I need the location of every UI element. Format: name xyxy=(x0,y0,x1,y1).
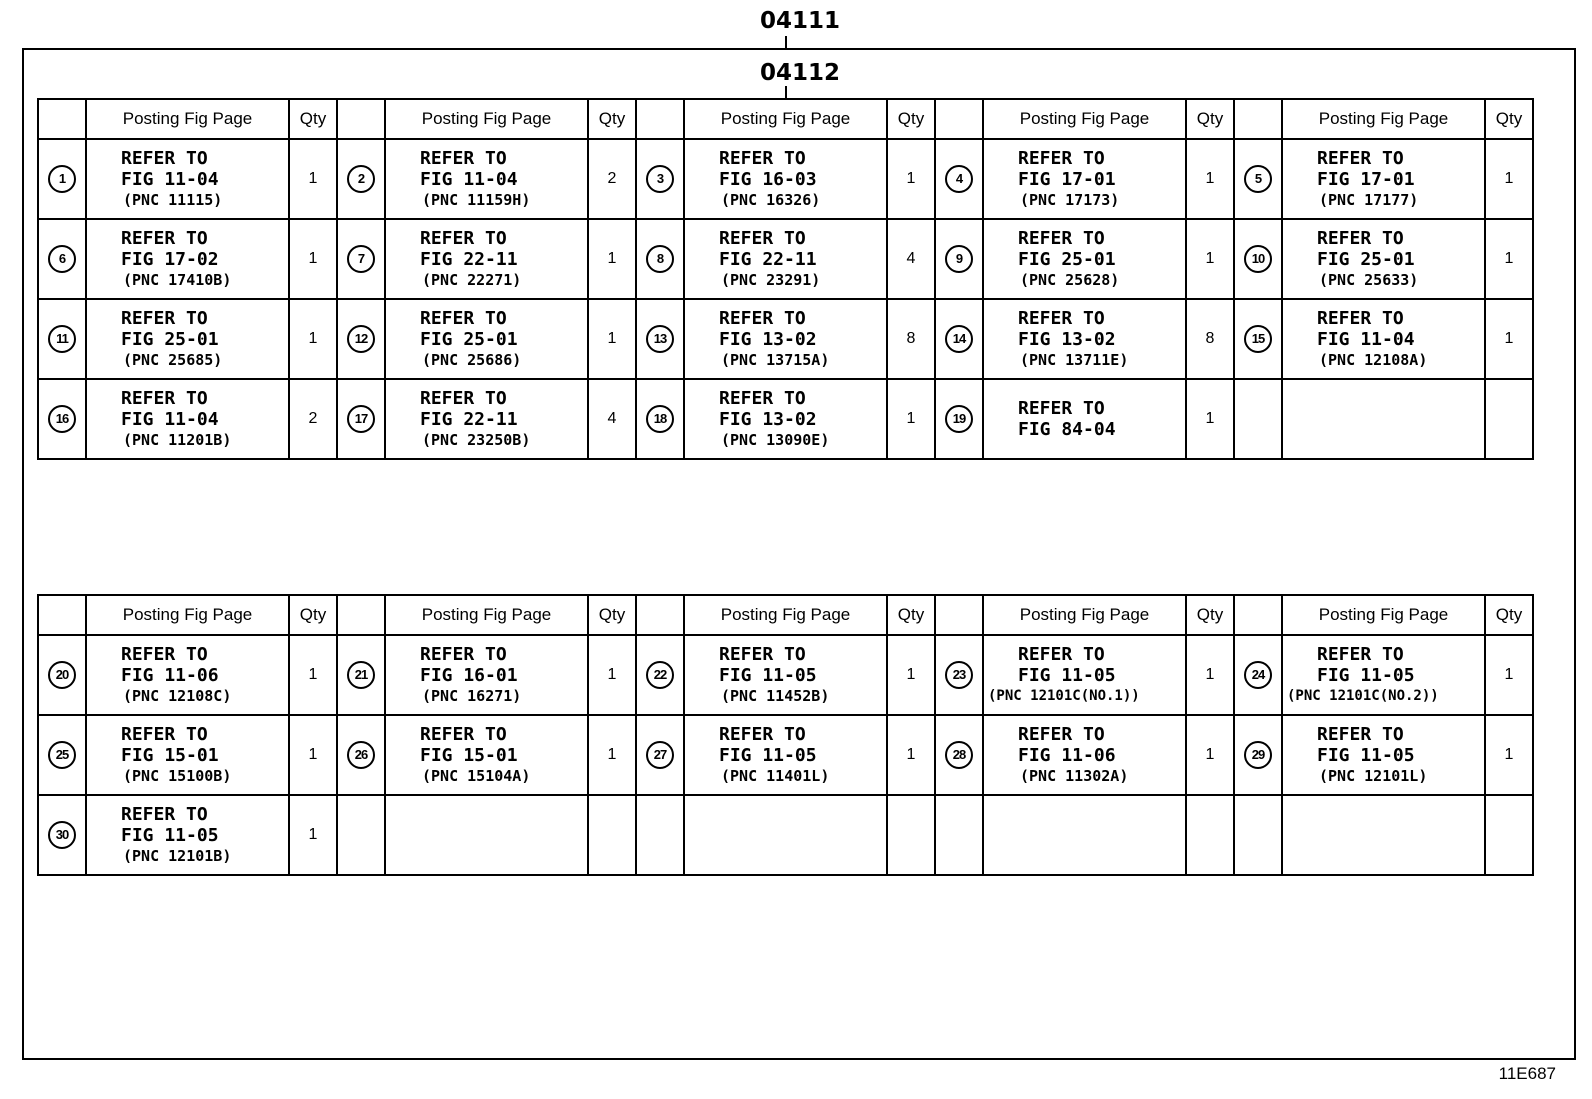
callout-number-circle: 6 xyxy=(48,245,76,273)
quantity-cell: 1 xyxy=(1485,715,1533,795)
figure-ref-text: FIG 22-11 xyxy=(719,248,817,270)
pnc-text: (PNC 13711E) xyxy=(1020,350,1129,369)
callout-number-circle: 7 xyxy=(347,245,375,273)
refer-to-text: REFER TO xyxy=(719,147,806,169)
quantity-cell: 1 xyxy=(1485,635,1533,715)
quantity-cell: 1 xyxy=(289,635,337,715)
refer-to-text: REFER TO xyxy=(420,723,507,745)
reference-cell xyxy=(385,635,588,715)
callout-number-cell xyxy=(1234,299,1282,379)
figure-ref-text: FIG 22-11 xyxy=(420,248,518,270)
reference-cell xyxy=(86,379,289,459)
pnc-text: (PNC 16271) xyxy=(422,686,522,705)
reference-cell xyxy=(983,795,1186,875)
callout-number-cell xyxy=(38,635,86,715)
callout-number-circle: 21 xyxy=(347,661,375,689)
refer-to-text: REFER TO xyxy=(121,723,208,745)
callout-number-circle: 3 xyxy=(646,165,674,193)
figure-ref-text: FIG 25-01 xyxy=(420,328,518,350)
quantity-cell: 1 xyxy=(1186,219,1234,299)
quantity-cell: 1 xyxy=(588,715,636,795)
quantity-cell: 1 xyxy=(1186,715,1234,795)
header-posting-fig-page: Posting Fig Page xyxy=(385,99,588,139)
quantity-cell: 1 xyxy=(289,795,337,875)
reference-cell xyxy=(983,219,1186,299)
quantity-cell: 8 xyxy=(1186,299,1234,379)
reference-cell xyxy=(86,715,289,795)
refer-to-text: REFER TO xyxy=(1018,227,1105,249)
figure-ref-text: FIG 13-02 xyxy=(1018,328,1116,350)
refer-to-text: REFER TO xyxy=(1018,147,1105,169)
callout-number-circle: 8 xyxy=(646,245,674,273)
reference-cell xyxy=(684,299,887,379)
callout-number-cell xyxy=(38,795,86,875)
callout-number-cell xyxy=(38,379,86,459)
reference-cell xyxy=(86,219,289,299)
reference-cell xyxy=(1282,139,1485,219)
pnc-text: (PNC 12101C(NO.2)) xyxy=(1287,687,1439,704)
reference-cell xyxy=(385,715,588,795)
pnc-text: (PNC 11159H) xyxy=(422,190,531,209)
header-number-cell xyxy=(636,99,684,139)
refer-to-text: REFER TO xyxy=(420,387,507,409)
callout-number-circle: 30 xyxy=(48,821,76,849)
callout-number-circle: 24 xyxy=(1244,661,1272,689)
callout-number-circle: 28 xyxy=(945,741,973,769)
callout-number-circle: 23 xyxy=(945,661,973,689)
callout-number-circle: 9 xyxy=(945,245,973,273)
figure-ref-text: FIG 25-01 xyxy=(1018,248,1116,270)
callout-number-circle: 26 xyxy=(347,741,375,769)
pnc-text: (PNC 25628) xyxy=(1020,270,1120,289)
reference-cell xyxy=(983,139,1186,219)
quantity-cell: 1 xyxy=(289,219,337,299)
quantity-cell xyxy=(588,795,636,875)
header-qty: Qty xyxy=(1186,99,1234,139)
callout-number-cell xyxy=(337,795,385,875)
table-header-row xyxy=(38,99,1533,139)
table-row xyxy=(38,299,1533,379)
refer-to-text: REFER TO xyxy=(719,387,806,409)
figure-ref-text: FIG 11-05 xyxy=(121,824,219,846)
callout-number-cell xyxy=(636,379,684,459)
callout-number-circle: 25 xyxy=(48,741,76,769)
callout-number-circle: 5 xyxy=(1244,165,1272,193)
callout-number-cell xyxy=(935,299,983,379)
quantity-cell xyxy=(1485,795,1533,875)
header-qty: Qty xyxy=(588,595,636,635)
figure-ref-text: FIG 22-11 xyxy=(420,408,518,430)
figure-ref-text: FIG 25-01 xyxy=(121,328,219,350)
pnc-text: (PNC 13090E) xyxy=(721,430,830,449)
figure-ref-text: FIG 11-05 xyxy=(1018,664,1116,686)
reference-cell xyxy=(684,139,887,219)
callout-number-circle: 29 xyxy=(1244,741,1272,769)
figure-ref-text: FIG 17-01 xyxy=(1018,168,1116,190)
header-number-cell xyxy=(1234,99,1282,139)
figure-ref-text: FIG 17-02 xyxy=(121,248,219,270)
figure-ref-text: FIG 16-01 xyxy=(420,664,518,686)
header-posting-fig-page: Posting Fig Page xyxy=(983,99,1186,139)
quantity-cell: 1 xyxy=(289,299,337,379)
callout-number-cell xyxy=(1234,379,1282,459)
reference-cell xyxy=(983,635,1186,715)
table-row xyxy=(38,379,1533,459)
refer-to-text: REFER TO xyxy=(121,643,208,665)
pnc-text: (PNC 12108A) xyxy=(1319,350,1428,369)
reference-cell xyxy=(684,219,887,299)
reference-cell xyxy=(86,795,289,875)
quantity-cell: 1 xyxy=(887,635,935,715)
refer-to-text: REFER TO xyxy=(121,147,208,169)
quantity-cell: 1 xyxy=(588,299,636,379)
quantity-cell: 1 xyxy=(289,715,337,795)
quantity-cell: 4 xyxy=(588,379,636,459)
pnc-text: (PNC 11401L) xyxy=(721,766,830,785)
header-posting-fig-page: Posting Fig Page xyxy=(385,595,588,635)
callout-number-cell xyxy=(38,715,86,795)
header-number-cell xyxy=(337,99,385,139)
reference-cell xyxy=(385,299,588,379)
quantity-cell: 8 xyxy=(887,299,935,379)
pnc-text: (PNC 11115) xyxy=(123,190,223,209)
quantity-cell: 1 xyxy=(289,139,337,219)
reference-cell xyxy=(983,299,1186,379)
header-qty: Qty xyxy=(289,99,337,139)
figure-ref-text: FIG 17-01 xyxy=(1317,168,1415,190)
quantity-cell: 1 xyxy=(1485,299,1533,379)
callout-number-circle: 11 xyxy=(48,325,76,353)
refer-to-text: REFER TO xyxy=(420,227,507,249)
refer-to-text: REFER TO xyxy=(121,803,208,825)
callout-number-circle: 16 xyxy=(48,405,76,433)
callout-number-cell xyxy=(636,715,684,795)
callout-number-cell xyxy=(935,715,983,795)
figure-ref-text: FIG 84-04 xyxy=(1018,419,1116,440)
pnc-text: (PNC 11201B) xyxy=(123,430,232,449)
quantity-cell: 1 xyxy=(1485,219,1533,299)
header-posting-fig-page: Posting Fig Page xyxy=(684,595,887,635)
reference-cell xyxy=(385,795,588,875)
callout-number-cell xyxy=(337,635,385,715)
reference-cell xyxy=(983,715,1186,795)
refer-to-text: REFER TO xyxy=(719,723,806,745)
refer-to-text: REFER TO xyxy=(420,147,507,169)
reference-cell xyxy=(86,635,289,715)
reference-cell xyxy=(1282,299,1485,379)
refer-to-text: REFER TO xyxy=(1018,307,1105,329)
callout-number-cell xyxy=(636,219,684,299)
callout-number-circle: 27 xyxy=(646,741,674,769)
refer-to-text: REFER TO xyxy=(420,307,507,329)
pnc-text: (PNC 17177) xyxy=(1319,190,1419,209)
quantity-cell: 2 xyxy=(588,139,636,219)
callout-number-cell xyxy=(1234,635,1282,715)
figure-ref-text: FIG 25-01 xyxy=(1317,248,1415,270)
parts-reference-table-upper xyxy=(37,98,1534,460)
callout-number-cell xyxy=(337,379,385,459)
callout-number-circle: 19 xyxy=(945,405,973,433)
pnc-text: (PNC 12101C(NO.1)) xyxy=(988,687,1140,704)
quantity-cell: 1 xyxy=(1186,379,1234,459)
pnc-text: (PNC 22271) xyxy=(422,270,522,289)
reference-cell xyxy=(983,379,1186,459)
quantity-cell: 1 xyxy=(1485,139,1533,219)
callout-number-cell xyxy=(636,635,684,715)
reference-cell xyxy=(1282,379,1485,459)
callout-number-circle: 12 xyxy=(347,325,375,353)
refer-to-text: REFER TO xyxy=(1018,723,1105,745)
pnc-text: (PNC 11452B) xyxy=(721,686,830,705)
quantity-cell: 1 xyxy=(887,379,935,459)
header-posting-fig-page: Posting Fig Page xyxy=(684,99,887,139)
reference-cell xyxy=(1282,635,1485,715)
reference-cell xyxy=(86,299,289,379)
callout-number-circle: 4 xyxy=(945,165,973,193)
callout-number-cell xyxy=(935,379,983,459)
callout-number-cell xyxy=(935,219,983,299)
callout-number-cell xyxy=(935,635,983,715)
callout-number-cell xyxy=(1234,715,1282,795)
callout-number-cell xyxy=(636,139,684,219)
header-qty: Qty xyxy=(887,595,935,635)
refer-to-text: REFER TO xyxy=(1317,643,1404,665)
pnc-text: (PNC 15100B) xyxy=(123,766,232,785)
figure-ref-text: FIG 13-02 xyxy=(719,408,817,430)
figure-ref-text: FIG 11-05 xyxy=(719,664,817,686)
figure-ref-text: FIG 16-03 xyxy=(719,168,817,190)
table-row xyxy=(38,715,1533,795)
header-posting-fig-page: Posting Fig Page xyxy=(1282,595,1485,635)
assembly-code: 04111 xyxy=(760,8,841,34)
header-qty: Qty xyxy=(289,595,337,635)
reference-cell xyxy=(684,379,887,459)
header-number-cell xyxy=(1234,595,1282,635)
refer-to-text: REFER TO xyxy=(121,227,208,249)
reference-cell xyxy=(684,715,887,795)
callout-number-circle: 13 xyxy=(646,325,674,353)
callout-number-cell xyxy=(636,795,684,875)
header-number-cell xyxy=(38,595,86,635)
refer-to-text: REFER TO xyxy=(121,387,208,409)
header-posting-fig-page: Posting Fig Page xyxy=(1282,99,1485,139)
figure-ref-text: FIG 11-04 xyxy=(121,408,219,430)
refer-to-text: REFER TO xyxy=(1317,307,1404,329)
callout-number-cell xyxy=(337,139,385,219)
header-number-cell xyxy=(636,595,684,635)
quantity-cell: 2 xyxy=(289,379,337,459)
header-qty: Qty xyxy=(588,99,636,139)
callout-number-circle: 1 xyxy=(48,165,76,193)
pnc-text: (PNC 13715A) xyxy=(721,350,830,369)
refer-to-text: REFER TO xyxy=(420,643,507,665)
parts-reference-table-lower xyxy=(37,594,1534,876)
assembly-connector-line xyxy=(785,36,787,48)
reference-cell xyxy=(385,219,588,299)
reference-cell xyxy=(1282,219,1485,299)
figure-ref-text: FIG 11-05 xyxy=(1317,744,1415,766)
figure-ref-text: FIG 11-05 xyxy=(1317,664,1415,686)
header-qty: Qty xyxy=(887,99,935,139)
header-number-cell xyxy=(38,99,86,139)
figure-ref-text: FIG 11-06 xyxy=(121,664,219,686)
pnc-text: (PNC 25685) xyxy=(123,350,223,369)
reference-cell xyxy=(1282,715,1485,795)
pnc-text: (PNC 17410B) xyxy=(123,270,232,289)
refer-to-text: REFER TO xyxy=(1317,723,1404,745)
figure-ref-text: FIG 11-04 xyxy=(1317,328,1415,350)
callout-number-circle: 10 xyxy=(1244,245,1272,273)
callout-number-circle: 17 xyxy=(347,405,375,433)
pnc-text: (PNC 12101L) xyxy=(1319,766,1428,785)
refer-to-text: REFER TO xyxy=(1317,147,1404,169)
drawing-code: 11E687 xyxy=(1498,1064,1556,1083)
figure-ref-text: FIG 15-01 xyxy=(121,744,219,766)
header-number-cell xyxy=(935,595,983,635)
header-qty: Qty xyxy=(1485,595,1533,635)
quantity-cell: 4 xyxy=(887,219,935,299)
quantity-cell: 1 xyxy=(887,715,935,795)
refer-to-text: REFER TO xyxy=(1018,398,1105,419)
reference-cell xyxy=(684,635,887,715)
pnc-text: (PNC 25686) xyxy=(422,350,522,369)
refer-to-text: REFER TO xyxy=(121,307,208,329)
callout-number-cell xyxy=(1234,219,1282,299)
callout-number-circle: 14 xyxy=(945,325,973,353)
reference-cell xyxy=(385,139,588,219)
quantity-cell: 1 xyxy=(588,635,636,715)
refer-to-text: REFER TO xyxy=(1317,227,1404,249)
pnc-text: (PNC 16326) xyxy=(721,190,821,209)
reference-cell xyxy=(86,139,289,219)
table-row xyxy=(38,795,1533,875)
figure-ref-text: FIG 13-02 xyxy=(719,328,817,350)
quantity-cell xyxy=(887,795,935,875)
header-posting-fig-page: Posting Fig Page xyxy=(86,595,289,635)
quantity-cell: 1 xyxy=(887,139,935,219)
header-qty: Qty xyxy=(1485,99,1533,139)
reference-cell xyxy=(1282,795,1485,875)
figure-ref-text: FIG 11-06 xyxy=(1018,744,1116,766)
header-number-cell xyxy=(935,99,983,139)
callout-number-cell xyxy=(337,219,385,299)
callout-number-circle: 20 xyxy=(48,661,76,689)
figure-ref-text: FIG 15-01 xyxy=(420,744,518,766)
callout-number-cell xyxy=(636,299,684,379)
callout-number-cell xyxy=(1234,795,1282,875)
header-number-cell xyxy=(337,595,385,635)
refer-to-text: REFER TO xyxy=(719,227,806,249)
refer-to-text: REFER TO xyxy=(1018,643,1105,665)
quantity-cell xyxy=(1485,379,1533,459)
table-row xyxy=(38,139,1533,219)
callout-number-cell xyxy=(337,299,385,379)
callout-number-circle: 2 xyxy=(347,165,375,193)
callout-number-cell xyxy=(337,715,385,795)
callout-number-cell xyxy=(1234,139,1282,219)
refer-to-text: REFER TO xyxy=(719,643,806,665)
callout-number-cell xyxy=(935,795,983,875)
figure-ref-text: FIG 11-04 xyxy=(420,168,518,190)
callout-number-circle: 18 xyxy=(646,405,674,433)
table-header-row xyxy=(38,595,1533,635)
pnc-text: (PNC 23250B) xyxy=(422,430,531,449)
pnc-text: (PNC 15104A) xyxy=(422,766,531,785)
sub-assembly-code: 04112 xyxy=(760,60,841,86)
callout-number-circle: 15 xyxy=(1244,325,1272,353)
header-posting-fig-page: Posting Fig Page xyxy=(86,99,289,139)
quantity-cell: 1 xyxy=(1186,139,1234,219)
callout-number-circle: 22 xyxy=(646,661,674,689)
callout-number-cell xyxy=(38,139,86,219)
pnc-text: (PNC 11302A) xyxy=(1020,766,1129,785)
header-posting-fig-page: Posting Fig Page xyxy=(983,595,1186,635)
table-row xyxy=(38,635,1533,715)
figure-ref-text: FIG 11-05 xyxy=(719,744,817,766)
callout-number-cell xyxy=(38,219,86,299)
quantity-cell: 1 xyxy=(588,219,636,299)
quantity-cell xyxy=(1186,795,1234,875)
pnc-text: (PNC 17173) xyxy=(1020,190,1120,209)
refer-to-text: REFER TO xyxy=(719,307,806,329)
figure-ref-text: FIG 11-04 xyxy=(121,168,219,190)
pnc-text: (PNC 23291) xyxy=(721,270,821,289)
table-row xyxy=(38,219,1533,299)
header-qty: Qty xyxy=(1186,595,1234,635)
pnc-text: (PNC 12101B) xyxy=(123,846,232,865)
reference-cell xyxy=(385,379,588,459)
pnc-text: (PNC 12108C) xyxy=(123,686,232,705)
quantity-cell: 1 xyxy=(1186,635,1234,715)
callout-number-cell xyxy=(38,299,86,379)
reference-cell xyxy=(684,795,887,875)
pnc-text: (PNC 25633) xyxy=(1319,270,1419,289)
callout-number-cell xyxy=(935,139,983,219)
